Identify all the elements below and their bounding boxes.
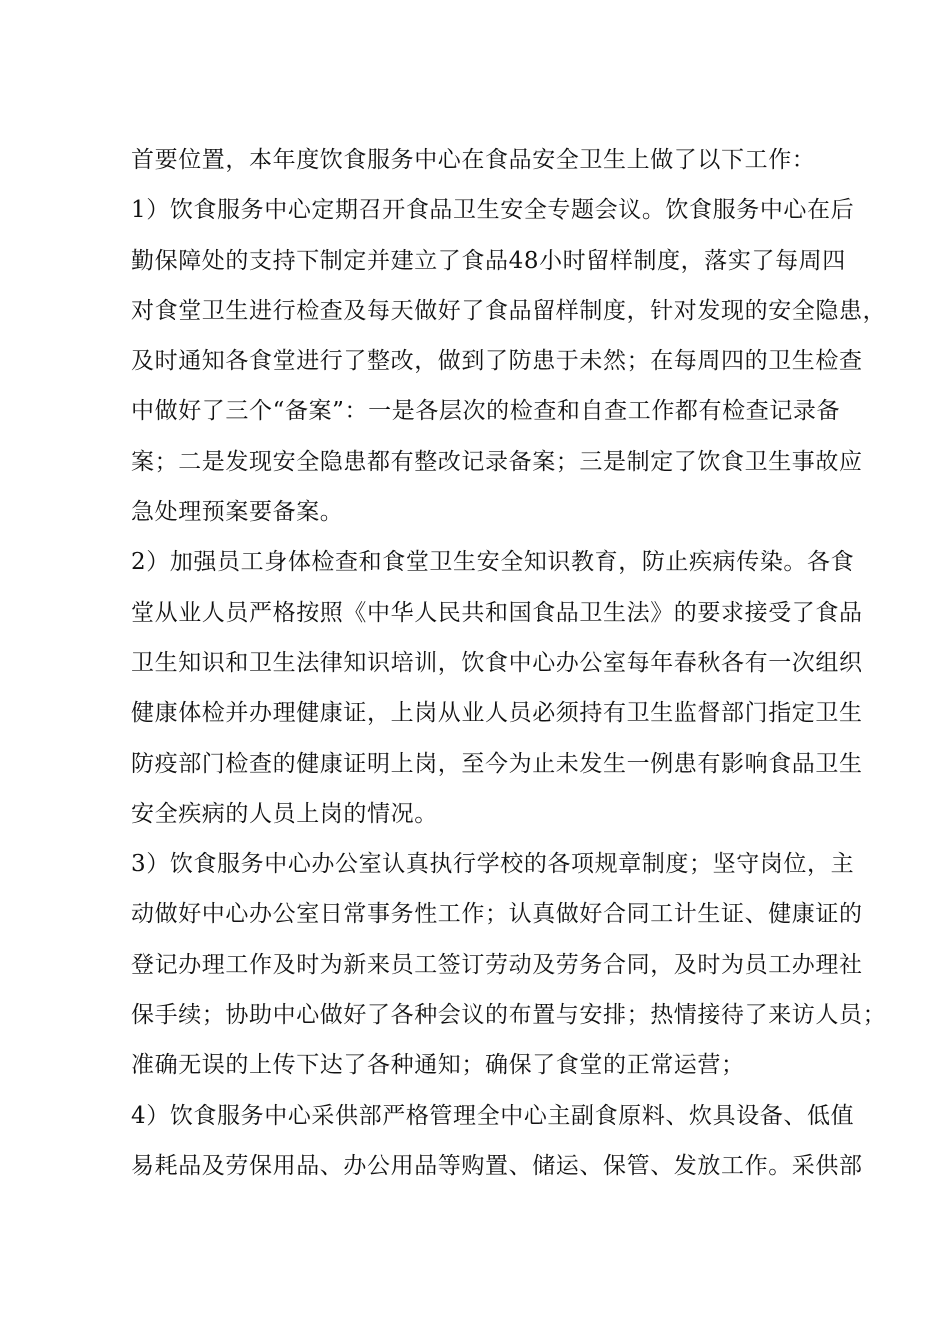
text-line: 防疫部门检查的健康证明上岗，至今为止未发生一例患有影响食品卫生: [131, 750, 863, 777]
text-line: 登记办理工作及时为新来员工签订劳动及劳务合同，及时为员工办理社: [131, 951, 863, 978]
text-line: 中做好了三个“备案”：一是各层次的检查和自查工作都有检查记录备: [131, 398, 841, 425]
text-line: 健康体检并办理健康证，上岗从业人员必须持有卫生监督部门指定卫生: [131, 700, 863, 727]
text-line: 卫生知识和卫生法律知识培训，饮食中心办公室每年春秋各有一次组织: [131, 649, 863, 676]
text-line: 对食堂卫生进行检查及每天做好了食品留样制度，针对发现的安全隐患，: [131, 297, 887, 324]
text-line: 4）饮食服务中心采供部严格管理全中心主副食原料、炊具设备、低值: [131, 1102, 855, 1129]
text-line: 2）加强员工身体检查和食堂卫生安全知识教育，防止疾病传染。各食: [131, 549, 855, 576]
text-line: 易耗品及劳保用品、办公用品等购置、储运、保管、发放工作。采供部: [131, 1152, 863, 1179]
body-text: [131, 140, 887, 1196]
text-line: 保手续；协助中心做好了各种会议的布置与安排；热情接待了来访人员；: [131, 1002, 887, 1029]
text-line: 急处理预案要备案。: [131, 499, 344, 526]
text-line: 动做好中心办公室日常事务性工作；认真做好合同工计生证、健康证的: [131, 901, 863, 928]
text-line: 勤保障处的支持下制定并建立了食品48小时留样制度，落实了每周四: [131, 247, 846, 274]
text-line: 1）饮食服务中心定期召开食品卫生安全专题会议。饮食服务中心在后: [131, 197, 855, 224]
text-line: 首要位置，本年度饮食服务中心在食品安全卫生上做了以下工作：: [131, 147, 816, 173]
text-line: 堂从业人员严格按照《中华人民共和国食品卫生法》的要求接受了食品: [131, 599, 863, 626]
text-line: 案；二是发现安全隐患都有整改记录备案；三是制定了饮食卫生事故应: [131, 448, 863, 475]
text-line: 3）饮食服务中心办公室认真执行学校的各项规章制度；坚守岗位，主: [131, 851, 855, 878]
text-line: 准确无误的上传下达了各种通知；确保了食堂的正常运营；: [131, 1052, 745, 1079]
text-line: 及时通知各食堂进行了整改，做到了防患于未然；在每周四的卫生检查: [131, 348, 863, 375]
text-line: 安全疾病的人员上岗的情况。: [131, 800, 438, 827]
